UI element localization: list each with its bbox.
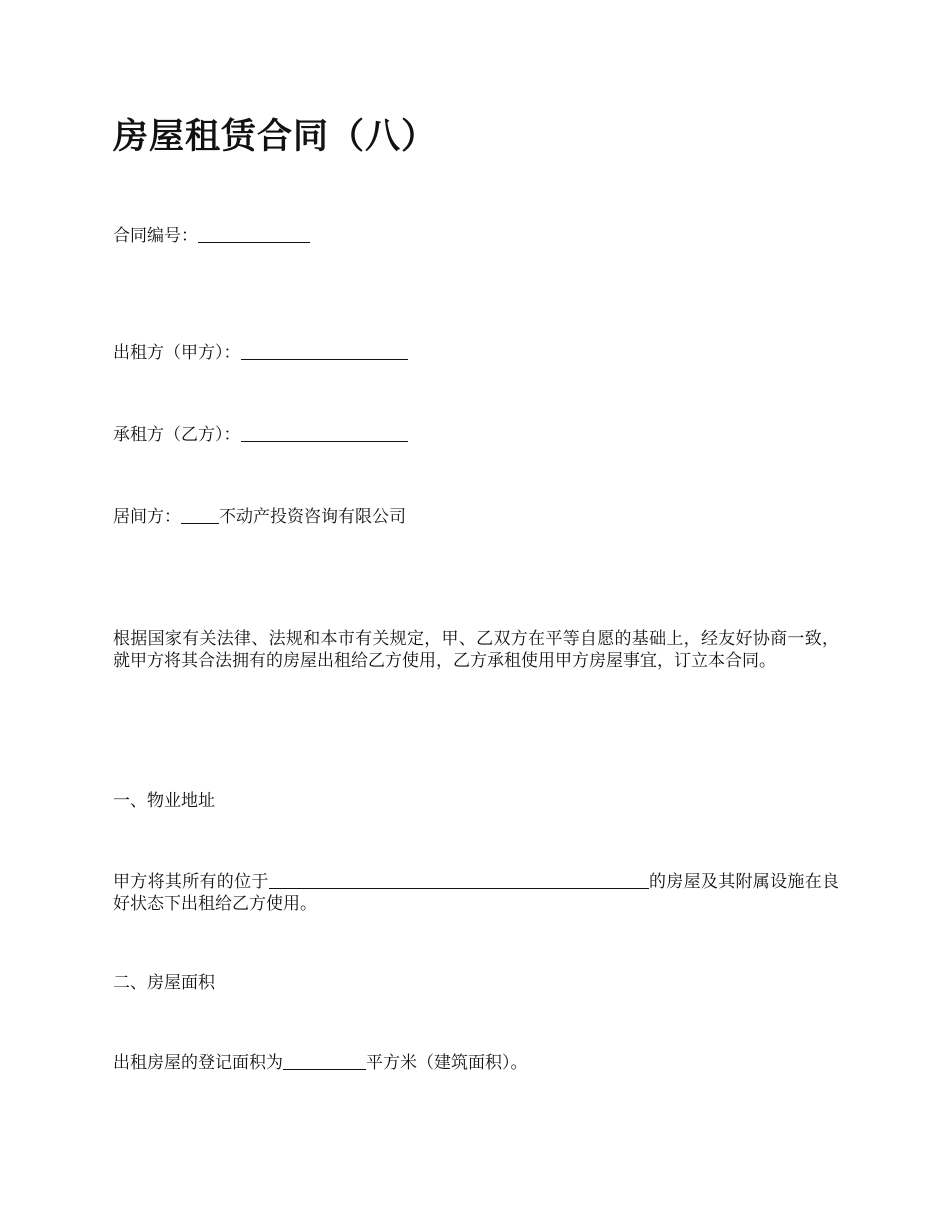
lessor-label: 出租方（甲方）： <box>113 343 241 363</box>
intermediary-company: 不动产投资咨询有限公司 <box>219 507 406 527</box>
preamble-paragraph: 根据国家有关法律、法规和本市有关规定，甲、乙双方在平等自愿的基础上，经友好协商一致，就甲方将其合法拥有的房屋出租给乙方使用，乙方承租使用甲方房屋事宜，订立本合同。 <box>113 629 839 671</box>
intermediary-blank <box>181 522 219 524</box>
section-2-text-after: 平方米（建筑面积）。 <box>366 1053 528 1073</box>
lessor-blank <box>241 358 408 360</box>
contract-number-line <box>113 225 310 248</box>
contract-number-label: 合同编号： <box>113 226 198 246</box>
document-title: 房屋租赁合同（八） <box>113 116 438 157</box>
lessee-blank <box>241 440 408 442</box>
intermediary-line <box>113 506 406 529</box>
section-1-text-after: 的房屋及其附属设施在良好状态下出租给乙方使用。 <box>113 872 840 914</box>
lessee-label: 承租方（乙方）： <box>113 425 241 445</box>
section-2-paragraph <box>113 1052 528 1075</box>
intermediary-label: 居间方： <box>113 507 181 527</box>
lessor-line <box>113 342 408 365</box>
property-address-blank <box>269 887 649 889</box>
section-1-text-before: 甲方将其所有的位于 <box>113 872 269 892</box>
section-1-paragraph <box>113 871 839 915</box>
lessee-line <box>113 424 408 447</box>
section-1-heading: 一、物业地址 <box>113 791 215 811</box>
area-blank <box>283 1068 366 1070</box>
section-2-text-before: 出租房屋的登记面积为 <box>113 1053 283 1073</box>
contract-number-blank <box>198 241 310 243</box>
section-2-heading: 二、房屋面积 <box>113 973 215 993</box>
